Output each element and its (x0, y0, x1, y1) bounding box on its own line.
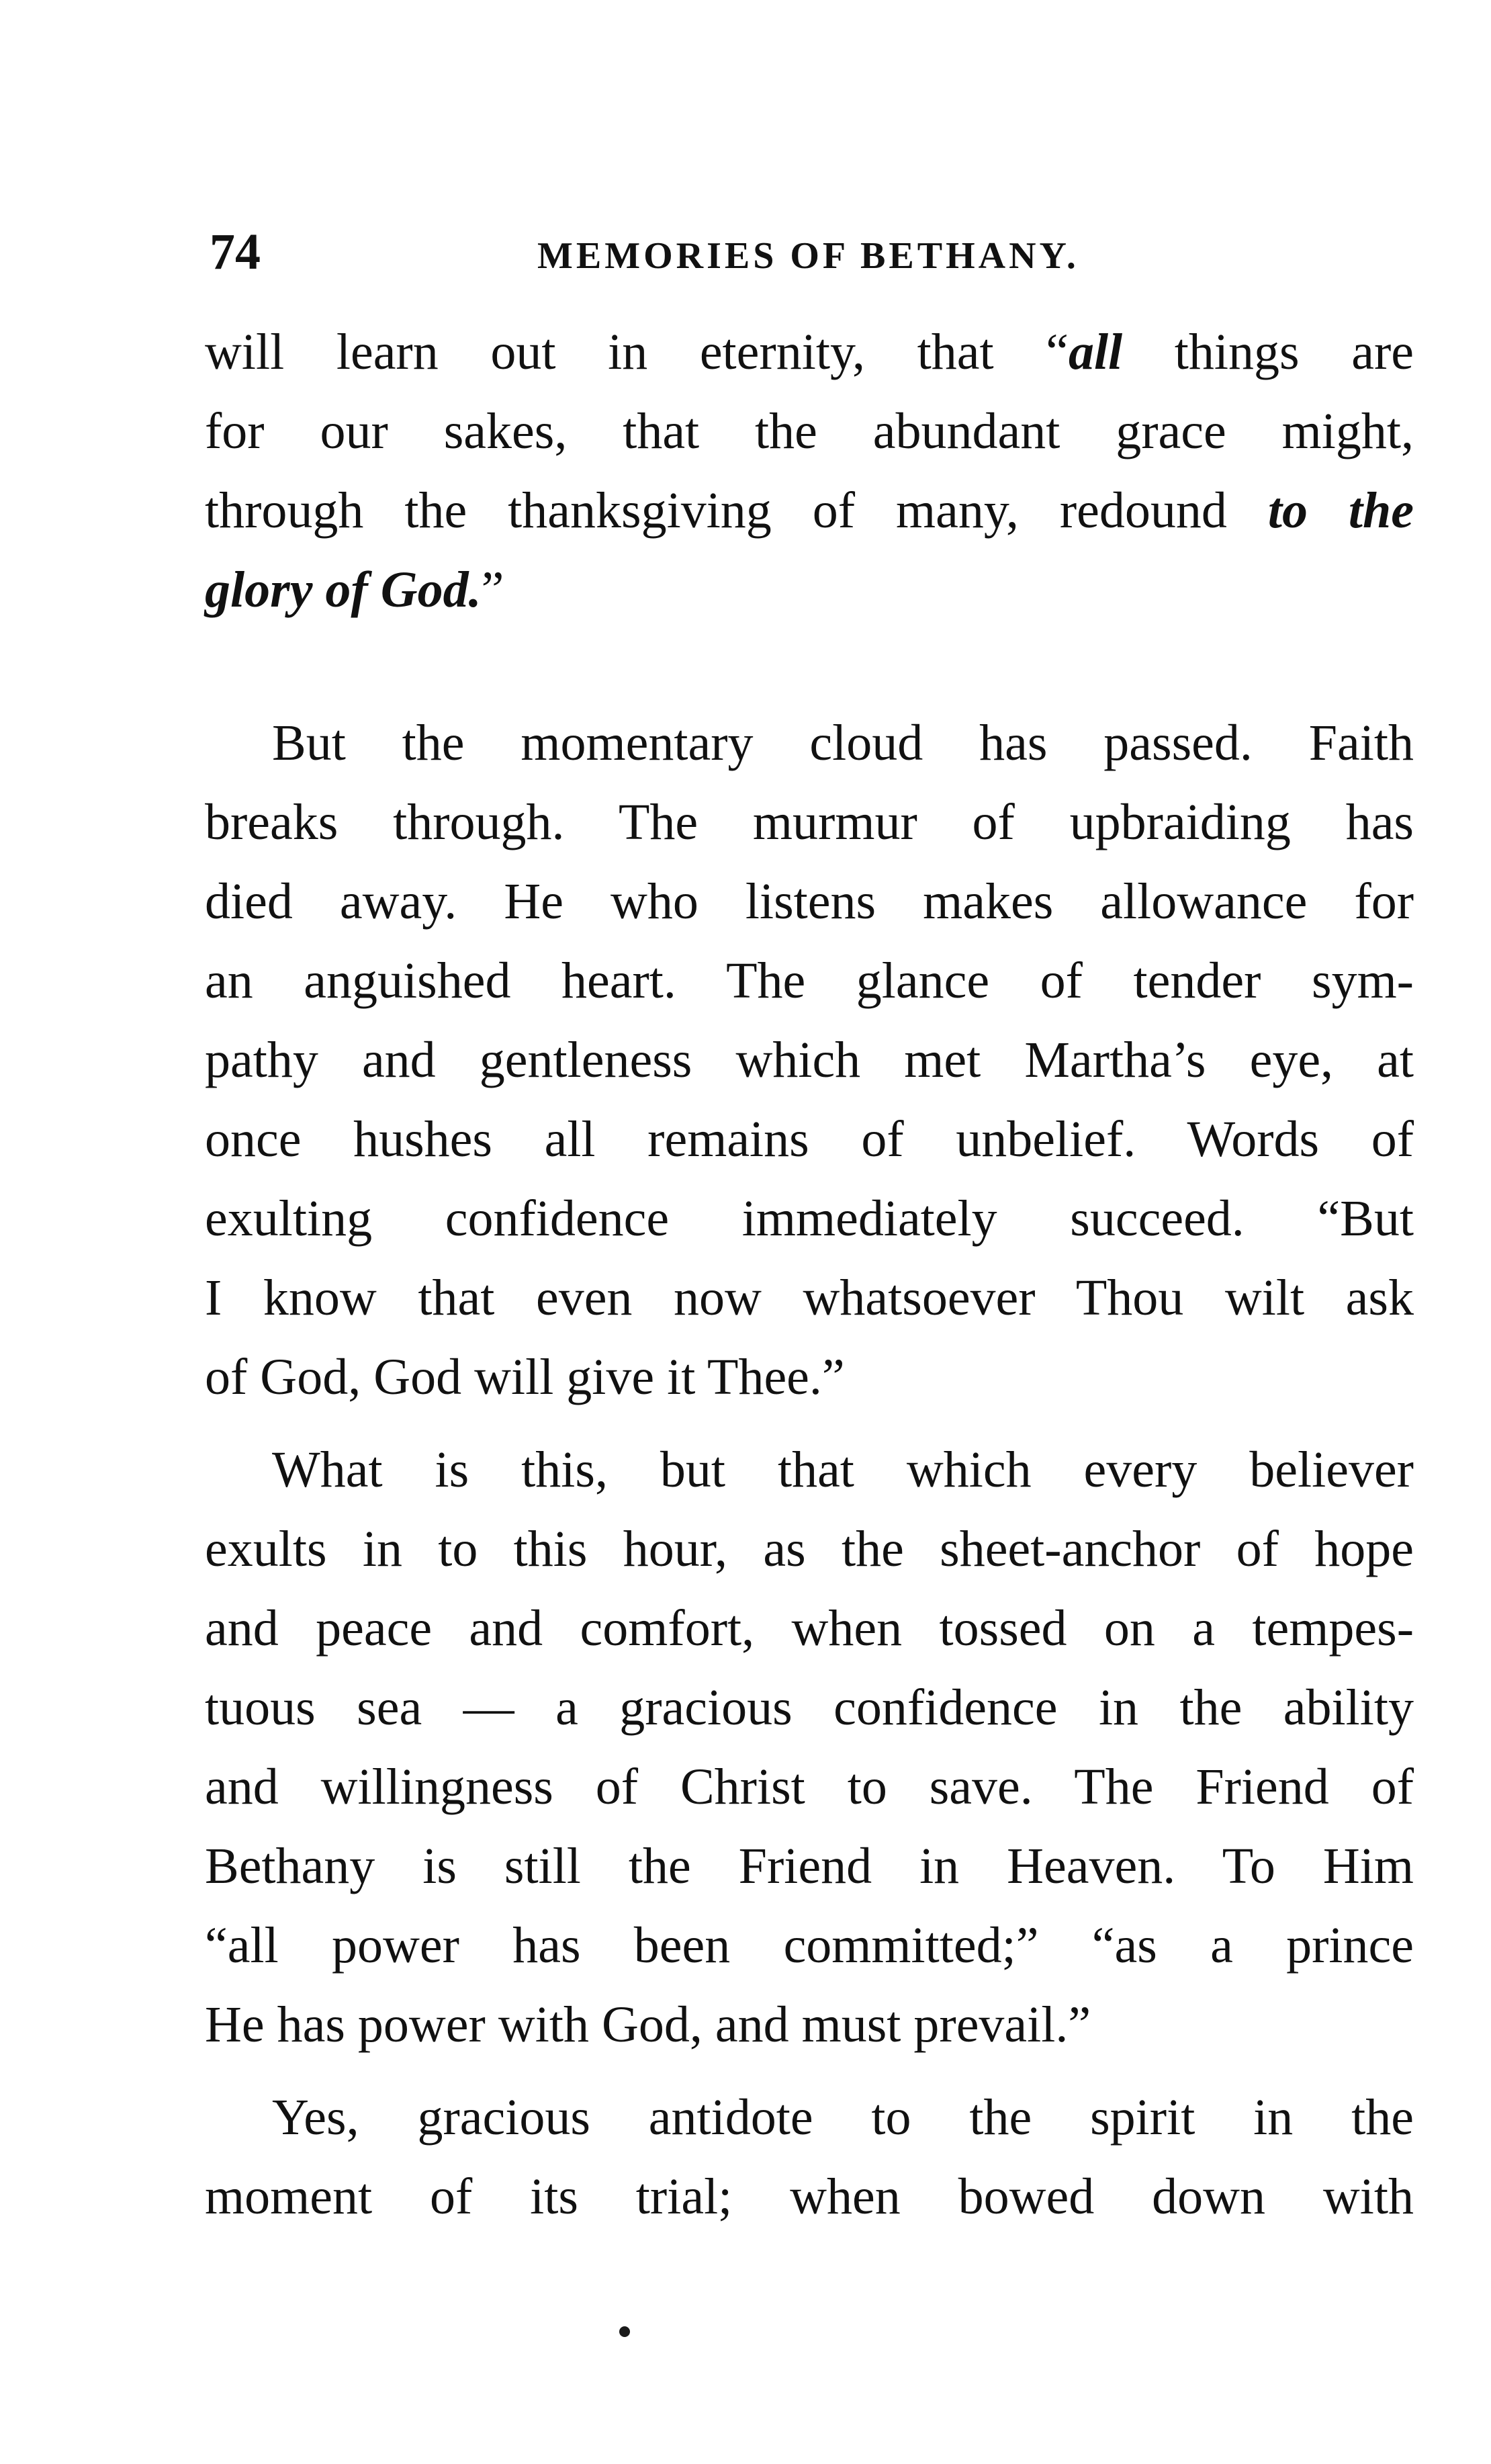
body-text (205, 312, 1414, 2236)
text-line: “all power has been committed;” “as a prince (205, 1917, 1414, 1974)
page-number: 74 (210, 224, 261, 280)
text-line: and peace and comfort, when tossed on a tempes- (205, 1600, 1414, 1657)
paragraph-2 (205, 703, 1414, 1417)
page-header (201, 222, 1410, 282)
text-line: an anguished heart. The glance of tender sym- (205, 953, 1414, 1009)
section-break (205, 629, 1414, 703)
text-line: through the thanksgiving of many, redound to the (205, 482, 1414, 539)
paragraph-1 (205, 312, 1414, 629)
italic-emphasis: glory of God. (205, 562, 482, 618)
text-line: moment of its trial; when bowed down with (205, 2168, 1414, 2225)
text-line: I know that even now whatsoever Thou wilt ask (205, 1270, 1414, 1326)
paragraph-4 (205, 2078, 1414, 2236)
text-line: exults in to this hour, as the sheet-anchor of hope (205, 1521, 1414, 1577)
paragraph-spacing (205, 2064, 1414, 2078)
paragraph-3 (205, 1430, 1414, 2064)
text-line: of God, God will give it Thee.” (205, 1349, 845, 1405)
text-line: pathy and gentleness which met Martha’s eye, at (205, 1032, 1414, 1088)
text-line: Yes, gracious antidote to the spirit in the (272, 2089, 1414, 2146)
text-line: and willingness of Christ to save. The Friend of (205, 1759, 1414, 1815)
italic-emphasis: to the (1267, 482, 1414, 539)
text-line: will learn out in eternity, that “all things are (205, 324, 1414, 380)
text-line: But the momentary cloud has passed. Faith (272, 715, 1414, 771)
italic-emphasis: all (1068, 324, 1123, 380)
text-line: once hushes all remains of unbelief. Words of (205, 1111, 1414, 1168)
text-line: He has power with God, and must prevail.” (205, 1996, 1091, 2053)
ink-dot (619, 2326, 630, 2337)
text-line: Bethany is still the Friend in Heaven. To Him (205, 1838, 1414, 1894)
text-line: What is this, but that which every believer (272, 1442, 1414, 1498)
text-line: died away. He who listens makes allowance for (205, 873, 1414, 930)
text-line: tuous sea — a gracious confidence in the ability (205, 1679, 1414, 1736)
text-line: exulting confidence immediately succeed. “But (205, 1190, 1414, 1247)
text-line: glory of God.” (205, 562, 504, 618)
text-line: breaks through. The murmur of upbraiding has (205, 794, 1414, 850)
running-head: MEMORIES OF BETHANY. (537, 235, 1079, 277)
text-line: for our sakes, that the abundant grace might, (205, 403, 1414, 459)
paragraph-spacing (205, 1417, 1414, 1430)
